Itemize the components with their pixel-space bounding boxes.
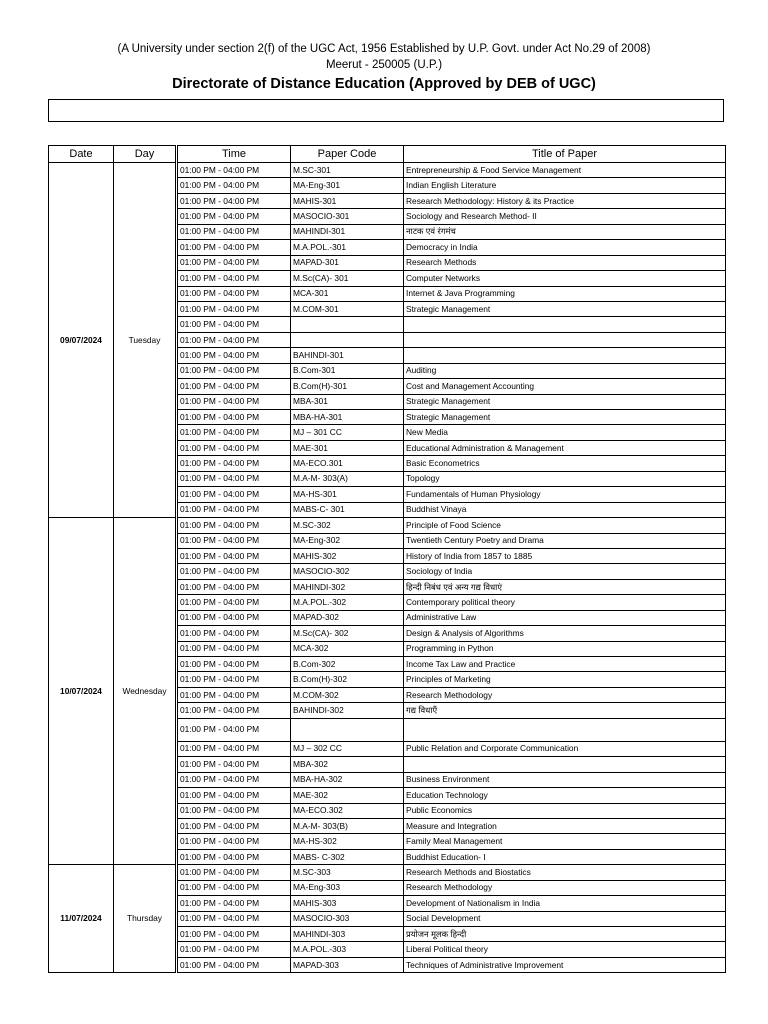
exam-time: 01:00 PM - 04:00 PM — [178, 641, 291, 656]
paper-title: Income Tax Law and Practice — [404, 657, 726, 672]
paper-code: MASOCIO-302 — [291, 564, 404, 579]
paper-code: M.Sc(CA)- 301 — [291, 271, 404, 286]
paper-code: M.SC-301 — [291, 163, 404, 178]
paper-title: Strategic Management — [404, 410, 726, 425]
paper-title: Buddhist Vinaya — [404, 502, 726, 517]
exam-time: 01:00 PM - 04:00 PM — [178, 687, 291, 702]
paper-title — [404, 757, 726, 772]
exam-time: 01:00 PM - 04:00 PM — [178, 772, 291, 787]
exam-time: 01:00 PM - 04:00 PM — [178, 224, 291, 239]
paper-title: Public Relation and Corporate Communication — [404, 741, 726, 756]
paper-title: Research Methodology — [404, 880, 726, 895]
exam-time: 01:00 PM - 04:00 PM — [178, 317, 291, 332]
paper-code: MBA-HA-302 — [291, 772, 404, 787]
schedule-body — [49, 163, 726, 973]
exam-time: 01:00 PM - 04:00 PM — [178, 595, 291, 610]
paper-title: Techniques of Administrative Improvement — [404, 957, 726, 972]
paper-code: MAHIS-303 — [291, 896, 404, 911]
paper-code: MA-Eng-303 — [291, 880, 404, 895]
exam-time: 01:00 PM - 04:00 PM — [178, 818, 291, 833]
paper-code: MA-HS-302 — [291, 834, 404, 849]
paper-title: Research Methods — [404, 255, 726, 270]
paper-code: M.A.POL.-303 — [291, 942, 404, 957]
exam-time: 01:00 PM - 04:00 PM — [178, 193, 291, 208]
paper-code: BAHINDI-301 — [291, 348, 404, 363]
paper-title — [404, 348, 726, 363]
paper-code: M.SC-302 — [291, 518, 404, 533]
university-subtitle: (A University under section 2(f) of the UGC Act, 1956 Established by U.P. Govt. under Act No.29 of 2008) — [117, 43, 651, 55]
exam-time: 01:00 PM - 04:00 PM — [178, 834, 291, 849]
exam-time: 01:00 PM - 04:00 PM — [178, 610, 291, 625]
paper-code: MASOCIO-303 — [291, 911, 404, 926]
paper-title: Auditing — [404, 363, 726, 378]
paper-code: MA-HS-301 — [291, 487, 404, 502]
paper-title: Entrepreneurship & Food Service Management — [404, 163, 726, 178]
exam-date: 09/07/2024 — [49, 163, 114, 518]
paper-code: MAPAD-301 — [291, 255, 404, 270]
paper-code: MCA-302 — [291, 641, 404, 656]
paper-code: M.Sc(CA)- 302 — [291, 626, 404, 641]
paper-title: हिन्दी निबंध एवं अन्य गद्य विधाएं — [404, 579, 726, 594]
exam-time: 01:00 PM - 04:00 PM — [178, 657, 291, 672]
paper-code: MAHIS-302 — [291, 548, 404, 563]
paper-title: Strategic Management — [404, 394, 726, 409]
paper-code: MABS-C- 301 — [291, 502, 404, 517]
paper-code: B.Com(H)-301 — [291, 379, 404, 394]
paper-title — [404, 317, 726, 332]
paper-title: Twentieth Century Poetry and Drama — [404, 533, 726, 548]
column-header-paper-code: Paper Code — [291, 146, 404, 163]
paper-code: M.COM-301 — [291, 301, 404, 316]
paper-code: MAE-301 — [291, 440, 404, 455]
paper-title: Strategic Management — [404, 301, 726, 316]
exam-time: 01:00 PM - 04:00 PM — [178, 240, 291, 255]
paper-title: Research Methodology — [404, 687, 726, 702]
paper-title: Design & Analysis of Algorithms — [404, 626, 726, 641]
exam-time: 01:00 PM - 04:00 PM — [178, 502, 291, 517]
exam-time: 01:00 PM - 04:00 PM — [178, 394, 291, 409]
paper-code: MA-Eng-301 — [291, 178, 404, 193]
exam-time: 01:00 PM - 04:00 PM — [178, 286, 291, 301]
table-row — [49, 865, 726, 880]
exam-time: 01:00 PM - 04:00 PM — [178, 880, 291, 895]
paper-title: Buddhist Education- I — [404, 849, 726, 864]
paper-title: Administrative Law — [404, 610, 726, 625]
paper-code: MAHINDI-303 — [291, 927, 404, 942]
paper-code — [291, 718, 404, 741]
exam-time: 01:00 PM - 04:00 PM — [178, 741, 291, 756]
exam-time: 01:00 PM - 04:00 PM — [178, 788, 291, 803]
exam-time: 01:00 PM - 04:00 PM — [178, 533, 291, 548]
column-header-date: Date — [49, 146, 114, 163]
paper-title: Sociology of India — [404, 564, 726, 579]
paper-code: MBA-302 — [291, 757, 404, 772]
paper-title: Research Methodology: History & its Practice — [404, 193, 726, 208]
paper-code: MJ – 302 CC — [291, 741, 404, 756]
paper-code: M.COM-302 — [291, 687, 404, 702]
paper-code: M.A.POL.-302 — [291, 595, 404, 610]
paper-title: Liberal Political theory — [404, 942, 726, 957]
paper-code: MA-ECO.301 — [291, 456, 404, 471]
paper-code: MA-Eng-302 — [291, 533, 404, 548]
exam-date: 10/07/2024 — [49, 518, 114, 865]
exam-time: 01:00 PM - 04:00 PM — [178, 896, 291, 911]
paper-title: Principles of Marketing — [404, 672, 726, 687]
exam-time: 01:00 PM - 04:00 PM — [178, 626, 291, 641]
paper-title: Internet & Java Programming — [404, 286, 726, 301]
exam-time: 01:00 PM - 04:00 PM — [178, 911, 291, 926]
paper-code — [291, 332, 404, 347]
exam-time: 01:00 PM - 04:00 PM — [178, 163, 291, 178]
exam-time: 01:00 PM - 04:00 PM — [178, 849, 291, 864]
paper-title: Fundamentals of Human Physiology — [404, 487, 726, 502]
column-header-day: Day — [114, 146, 176, 163]
paper-title: Contemporary political theory — [404, 595, 726, 610]
paper-title: Principle of Food Science — [404, 518, 726, 533]
paper-code: M.A-M- 303(B) — [291, 818, 404, 833]
paper-title: Educational Administration & Management — [404, 440, 726, 455]
paper-title: Basic Econometrics — [404, 456, 726, 471]
exam-time: 01:00 PM - 04:00 PM — [178, 178, 291, 193]
paper-title: Topology — [404, 471, 726, 486]
empty-notice-box — [48, 99, 724, 122]
paper-title: Computer Networks — [404, 271, 726, 286]
paper-code: M.A-M- 303(A) — [291, 471, 404, 486]
paper-code: M.A.POL.-301 — [291, 240, 404, 255]
paper-title — [404, 718, 726, 741]
exam-time: 01:00 PM - 04:00 PM — [178, 579, 291, 594]
paper-title: Business Environment — [404, 772, 726, 787]
paper-code: MASOCIO-301 — [291, 209, 404, 224]
paper-title: Education Technology — [404, 788, 726, 803]
paper-title: गद्य विधाएँ — [404, 703, 726, 718]
paper-title: Cost and Management Accounting — [404, 379, 726, 394]
exam-time: 01:00 PM - 04:00 PM — [178, 271, 291, 286]
column-header-title: Title of Paper — [404, 146, 726, 163]
paper-title: Development of Nationalism in India — [404, 896, 726, 911]
table-row — [49, 163, 726, 178]
exam-day: Thursday — [114, 865, 176, 973]
paper-title: Sociology and Research Method- II — [404, 209, 726, 224]
exam-time: 01:00 PM - 04:00 PM — [178, 564, 291, 579]
exam-time: 01:00 PM - 04:00 PM — [178, 363, 291, 378]
exam-time: 01:00 PM - 04:00 PM — [178, 718, 291, 741]
paper-code: MAE-302 — [291, 788, 404, 803]
exam-time: 01:00 PM - 04:00 PM — [178, 471, 291, 486]
paper-title: Family Meal Management — [404, 834, 726, 849]
exam-time: 01:00 PM - 04:00 PM — [178, 942, 291, 957]
exam-time: 01:00 PM - 04:00 PM — [178, 957, 291, 972]
paper-code: MJ – 301 CC — [291, 425, 404, 440]
paper-title: Research Methods and Biostatics — [404, 865, 726, 880]
column-header-time: Time — [178, 146, 291, 163]
exam-day: Tuesday — [114, 163, 176, 518]
exam-time: 01:00 PM - 04:00 PM — [178, 410, 291, 425]
exam-time: 01:00 PM - 04:00 PM — [178, 518, 291, 533]
paper-title: Democracy in India — [404, 240, 726, 255]
university-address: Meerut - 250005 (U.P.) — [325, 59, 443, 71]
paper-code: MBA-HA-301 — [291, 410, 404, 425]
exam-time: 01:00 PM - 04:00 PM — [178, 803, 291, 818]
paper-title: Public Economics — [404, 803, 726, 818]
exam-day: Wednesday — [114, 518, 176, 865]
paper-title: Social Development — [404, 911, 726, 926]
paper-code: MA-ECO.302 — [291, 803, 404, 818]
paper-title: प्रयोजन मूलक हिन्दी — [404, 927, 726, 942]
paper-code: B.Com-301 — [291, 363, 404, 378]
exam-time: 01:00 PM - 04:00 PM — [178, 865, 291, 880]
paper-code — [291, 317, 404, 332]
exam-time: 01:00 PM - 04:00 PM — [178, 672, 291, 687]
paper-code: MABS- C-302 — [291, 849, 404, 864]
exam-time: 01:00 PM - 04:00 PM — [178, 440, 291, 455]
exam-time: 01:00 PM - 04:00 PM — [178, 703, 291, 718]
exam-time: 01:00 PM - 04:00 PM — [178, 348, 291, 363]
exam-time: 01:00 PM - 04:00 PM — [178, 209, 291, 224]
exam-time: 01:00 PM - 04:00 PM — [178, 379, 291, 394]
exam-time: 01:00 PM - 04:00 PM — [178, 456, 291, 471]
exam-time: 01:00 PM - 04:00 PM — [178, 301, 291, 316]
exam-schedule-table — [48, 145, 726, 973]
paper-title: Indian English Literature — [404, 178, 726, 193]
paper-code: MAHINDI-301 — [291, 224, 404, 239]
paper-title — [404, 332, 726, 347]
paper-code: BAHINDI-302 — [291, 703, 404, 718]
exam-time: 01:00 PM - 04:00 PM — [178, 425, 291, 440]
paper-code: MAHIS-301 — [291, 193, 404, 208]
exam-time: 01:00 PM - 04:00 PM — [178, 487, 291, 502]
paper-title: नाटक एवं रंगमंच — [404, 224, 726, 239]
paper-title: History of India from 1857 to 1885 — [404, 548, 726, 563]
exam-time: 01:00 PM - 04:00 PM — [178, 332, 291, 347]
paper-code: MBA-301 — [291, 394, 404, 409]
exam-time: 01:00 PM - 04:00 PM — [178, 757, 291, 772]
exam-time: 01:00 PM - 04:00 PM — [178, 927, 291, 942]
exam-time: 01:00 PM - 04:00 PM — [178, 255, 291, 270]
paper-title: New Media — [404, 425, 726, 440]
table-header-row — [49, 146, 726, 163]
paper-code: MAPAD-302 — [291, 610, 404, 625]
paper-title: Measure and Integration — [404, 818, 726, 833]
paper-code: MAHINDI-302 — [291, 579, 404, 594]
exam-time: 01:00 PM - 04:00 PM — [178, 548, 291, 563]
paper-code: MCA-301 — [291, 286, 404, 301]
paper-code: M.SC-303 — [291, 865, 404, 880]
paper-code: B.Com-302 — [291, 657, 404, 672]
exam-date: 11/07/2024 — [49, 865, 114, 973]
document-title: Directorate of Distance Education (Approved by DEB of UGC) — [172, 76, 596, 92]
paper-title: Programming in Python — [404, 641, 726, 656]
table-row — [49, 518, 726, 533]
paper-code: MAPAD-303 — [291, 957, 404, 972]
paper-code: B.Com(H)-302 — [291, 672, 404, 687]
